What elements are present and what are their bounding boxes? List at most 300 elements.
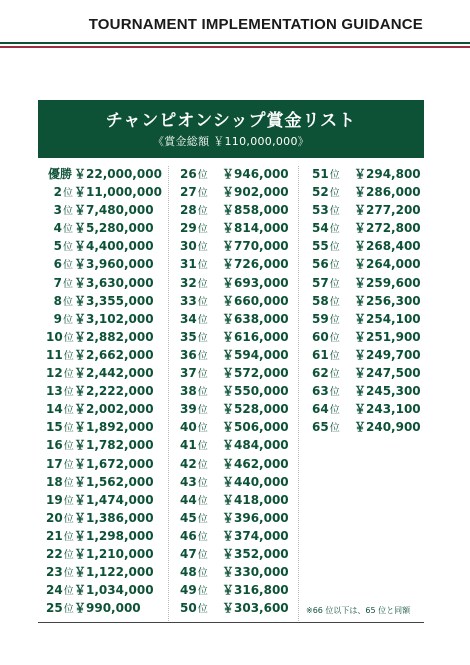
banner-subtitle: 《賞金総額 ￥110,000,000》	[152, 135, 310, 148]
prize-amount: ￥1,782,000	[74, 438, 154, 453]
page-header-title: TOURNAMENT IMPLEMENTATION GUIDANCE	[88, 16, 423, 33]
prize-rank	[312, 201, 350, 221]
rank-suffix: 位	[197, 387, 208, 399]
rank-number: 23	[46, 565, 63, 580]
prize-row	[46, 310, 156, 328]
prize-rank	[46, 418, 73, 438]
rank-number: 24	[46, 583, 63, 598]
rank-suffix: 位	[329, 314, 340, 326]
prize-row	[312, 165, 424, 183]
rank-suffix: 位	[197, 604, 208, 616]
prize-row	[46, 382, 156, 400]
rank-suffix: 位	[197, 495, 208, 507]
prize-row	[180, 310, 288, 328]
prize-rank	[180, 274, 218, 294]
prize-row	[312, 292, 424, 310]
rank-suffix: 位	[197, 513, 208, 525]
prize-amount: ￥990,000	[74, 601, 141, 616]
prize-amount: ￥294,800	[354, 167, 421, 181]
prize-rank	[46, 255, 73, 275]
prize-amount: ￥1,386,000	[74, 510, 154, 525]
prize-row	[46, 473, 156, 491]
rank-number: 47	[180, 546, 197, 561]
prize-row	[180, 581, 288, 599]
prize-rank	[180, 400, 218, 420]
prize-amount: ￥528,000	[222, 402, 289, 417]
rank-number: 優勝	[47, 167, 72, 181]
prize-amount: ￥902,000	[222, 185, 289, 200]
rank-suffix: 位	[197, 549, 208, 561]
prize-row	[312, 364, 424, 382]
rank-suffix: 位	[197, 441, 208, 453]
rank-number: 26	[180, 167, 197, 181]
rank-suffix: 位	[63, 495, 74, 507]
prize-row	[312, 418, 424, 436]
prize-row	[46, 563, 156, 581]
prize-amount: ￥249,700	[354, 347, 421, 362]
prize-rank	[312, 292, 350, 312]
rank-number: 7	[53, 275, 62, 290]
rank-number: 49	[180, 583, 197, 598]
rank-number: 12	[46, 366, 63, 381]
prize-amount: ￥3,102,000	[74, 311, 154, 326]
prize-row	[46, 274, 156, 292]
prize-amount: ￥462,000	[222, 456, 289, 471]
prize-rank	[180, 581, 218, 601]
rank-suffix: 位	[329, 188, 340, 200]
prize-rank	[180, 328, 218, 348]
prize-amount: ￥268,400	[354, 239, 421, 254]
prize-row	[180, 165, 288, 183]
prize-amount: ￥256,300	[354, 293, 421, 308]
prize-rank	[46, 563, 73, 583]
prize-amount: ￥251,900	[354, 329, 421, 344]
prize-rank	[46, 237, 73, 257]
prize-rank	[46, 436, 73, 456]
prize-row	[46, 364, 156, 382]
prize-row	[180, 382, 288, 400]
prize-row	[46, 237, 156, 255]
prize-rank	[46, 364, 73, 384]
rank-suffix: 位	[63, 350, 74, 362]
rank-number: 40	[180, 420, 197, 435]
rank-suffix: 位	[63, 477, 74, 489]
prize-amount: ￥1,210,000	[74, 546, 154, 561]
column-divider	[298, 166, 299, 621]
rank-number: 11	[46, 347, 63, 362]
prize-rank	[46, 581, 73, 601]
rank-number: 13	[46, 384, 63, 399]
prize-row	[46, 545, 156, 563]
rank-number: 51	[312, 167, 329, 181]
prize-rank	[46, 473, 73, 493]
rank-suffix: 位	[63, 604, 74, 616]
prize-rank	[46, 219, 73, 239]
rank-number: 9	[53, 311, 62, 326]
rank-suffix: 位	[63, 206, 73, 218]
prize-rank	[46, 527, 73, 547]
prize-row	[46, 183, 162, 201]
prize-row	[312, 382, 424, 400]
prize-amount: ￥693,000	[222, 275, 289, 290]
prize-rank	[312, 219, 350, 239]
prize-rank	[312, 183, 350, 203]
prize-row	[312, 201, 424, 219]
rank-suffix: 位	[197, 242, 208, 254]
prize-row	[180, 491, 288, 509]
rank-suffix: 位	[197, 224, 208, 236]
rank-suffix: 位	[63, 260, 73, 272]
prize-row	[180, 255, 288, 273]
rank-suffix: 位	[197, 369, 208, 381]
rank-number: 64	[312, 402, 329, 417]
prize-row	[180, 201, 288, 219]
rank-number: 63	[312, 384, 329, 399]
prize-column-2	[180, 165, 288, 617]
prize-amount: ￥2,222,000	[74, 384, 154, 399]
prize-row	[180, 346, 288, 364]
rank-suffix: 位	[197, 332, 208, 344]
prize-rank	[46, 599, 73, 619]
prize-amount: ￥770,000	[222, 239, 289, 254]
prize-row	[312, 346, 424, 364]
prize-row	[46, 599, 156, 617]
rank-suffix: 位	[63, 296, 73, 308]
prize-rank	[46, 183, 73, 203]
prize-row	[180, 237, 288, 255]
rank-suffix: 位	[63, 513, 74, 525]
prize-amount: ￥946,000	[222, 167, 289, 181]
prize-row	[312, 237, 424, 255]
rank-number: 32	[180, 275, 197, 290]
prize-row	[180, 599, 288, 617]
prize-amount: ￥316,800	[222, 583, 289, 598]
prize-amount: ￥2,442,000	[74, 366, 154, 381]
prize-row	[180, 473, 288, 491]
prize-rank	[312, 310, 350, 330]
prize-amount: ￥1,672,000	[74, 456, 154, 471]
prize-row	[312, 274, 424, 292]
rank-suffix: 位	[63, 423, 74, 435]
prize-rank	[46, 346, 73, 366]
prize-rank	[180, 436, 218, 456]
rank-number: 20	[46, 510, 63, 525]
prize-amount: ￥2,882,000	[74, 329, 154, 344]
rank-number: 21	[46, 528, 63, 543]
rank-number: 46	[180, 528, 197, 543]
prize-rank	[46, 165, 73, 185]
rank-number: 54	[312, 221, 329, 236]
prize-amount: ￥330,000	[222, 565, 289, 580]
prize-amount: ￥1,122,000	[74, 565, 154, 580]
prize-row	[46, 418, 156, 436]
prize-row	[46, 292, 156, 310]
rank-suffix: 位	[329, 332, 340, 344]
prize-row	[46, 219, 156, 237]
prize-rank	[46, 328, 73, 348]
prize-amount: ￥3,630,000	[74, 275, 154, 290]
rank-number: 17	[46, 456, 63, 471]
prize-row	[46, 201, 156, 219]
prize-row	[46, 455, 156, 473]
rank-suffix: 位	[197, 350, 208, 362]
prize-amount: ￥1,298,000	[74, 528, 154, 543]
rank-number: 27	[180, 185, 197, 200]
prize-row	[180, 418, 288, 436]
prize-amount: ￥259,600	[354, 275, 421, 290]
prize-amount: ￥638,000	[222, 311, 289, 326]
rank-number: 25	[46, 601, 63, 616]
prize-column-1	[46, 165, 162, 617]
prize-amount: ￥1,892,000	[74, 420, 154, 435]
prize-rank	[312, 274, 350, 294]
prize-row	[46, 491, 156, 509]
rank-number: 14	[46, 402, 63, 417]
prize-rank	[180, 473, 218, 493]
prize-amount: ￥272,800	[354, 221, 421, 236]
rank-number: 43	[180, 474, 197, 489]
prize-row	[312, 255, 424, 273]
prize-amount: ￥374,000	[222, 528, 289, 543]
rank-number: 42	[180, 456, 197, 471]
footnote: ※66 位以下は、65 位と同額	[306, 606, 411, 615]
rank-suffix: 位	[197, 586, 208, 598]
rank-suffix: 位	[63, 369, 74, 381]
prize-rank	[180, 455, 218, 475]
prize-amount: ￥264,000	[354, 257, 421, 272]
rank-suffix: 位	[197, 206, 208, 218]
prize-amount: ￥245,300	[354, 384, 421, 399]
rank-number: 30	[180, 239, 197, 254]
prize-row	[46, 527, 156, 545]
prize-amount: ￥858,000	[222, 203, 289, 218]
rank-suffix: 位	[329, 350, 340, 362]
prize-rank	[312, 418, 350, 438]
rank-suffix: 位	[63, 568, 74, 580]
prize-rank	[312, 255, 350, 275]
prize-rank	[180, 364, 218, 384]
rank-number: 62	[312, 366, 329, 381]
rank-number: 56	[312, 257, 329, 272]
prize-amount: ￥4,400,000	[74, 239, 154, 254]
prize-amount: ￥594,000	[222, 347, 289, 362]
rank-number: 65	[312, 420, 329, 435]
rank-number: 58	[312, 293, 329, 308]
rank-number: 4	[53, 221, 62, 236]
prize-amount: ￥506,000	[222, 420, 289, 435]
prize-amount: ￥7,480,000	[74, 203, 154, 218]
prize-amount: ￥3,355,000	[74, 293, 154, 308]
prize-rank	[180, 165, 218, 185]
rank-suffix: 位	[197, 405, 208, 417]
rank-suffix: 位	[63, 441, 74, 453]
rank-suffix: 位	[197, 278, 208, 290]
prize-row	[180, 274, 288, 292]
rank-number: 44	[180, 492, 197, 507]
prize-rank	[312, 165, 350, 185]
prize-row	[46, 400, 156, 418]
rank-number: 50	[180, 601, 197, 616]
rank-number: 35	[180, 329, 197, 344]
prize-amount: ￥247,500	[354, 366, 421, 381]
prize-amount: ￥550,000	[222, 384, 289, 399]
rank-suffix: 位	[63, 387, 74, 399]
rank-suffix: 位	[63, 549, 74, 561]
rank-number: 15	[46, 420, 63, 435]
rank-number: 34	[180, 311, 197, 326]
prize-rank	[180, 346, 218, 366]
prize-amount: ￥616,000	[222, 329, 289, 344]
prize-row	[180, 219, 288, 237]
prize-amount: ￥303,600	[222, 601, 289, 616]
prize-rank	[46, 201, 73, 221]
prize-amount: ￥418,000	[222, 492, 289, 507]
prize-row	[46, 509, 156, 527]
rank-number: 41	[180, 438, 197, 453]
rank-suffix: 位	[63, 278, 73, 290]
prize-rank	[180, 491, 218, 511]
prize-amount: ￥254,100	[354, 311, 421, 326]
rank-suffix: 位	[197, 459, 208, 471]
prize-rank	[180, 509, 218, 529]
prize-amount: ￥2,662,000	[74, 347, 154, 362]
prize-row	[312, 400, 424, 418]
rank-number: 22	[46, 546, 63, 561]
banner-title: チャンピオンシップ賞金リスト	[105, 111, 357, 131]
prize-list-banner	[38, 100, 424, 158]
rank-number: 53	[312, 203, 329, 218]
rank-number: 36	[180, 347, 197, 362]
prize-row	[312, 310, 424, 328]
prize-rank	[46, 455, 73, 475]
rank-number: 39	[180, 402, 197, 417]
rank-number: 19	[46, 492, 63, 507]
prize-row	[46, 346, 156, 364]
prize-row	[312, 183, 424, 201]
rank-suffix: 位	[197, 170, 208, 181]
rank-suffix: 位	[329, 260, 340, 272]
rank-number: 6	[53, 257, 62, 272]
rank-number: 55	[312, 239, 329, 254]
header-rule-green	[0, 42, 470, 44]
prize-rank	[180, 183, 218, 203]
rank-suffix: 位	[197, 188, 208, 200]
prize-amount: ￥396,000	[222, 510, 289, 525]
prize-amount: ￥286,000	[354, 185, 421, 200]
prize-rank	[312, 328, 350, 348]
rank-number: 16	[46, 438, 63, 453]
prize-rank	[312, 364, 350, 384]
rank-number: 3	[53, 203, 62, 218]
rank-number: 59	[312, 311, 329, 326]
rank-suffix: 位	[197, 314, 208, 326]
prize-rank	[180, 527, 218, 547]
prize-rank	[46, 509, 73, 529]
prize-amount: ￥22,000,000	[74, 167, 162, 181]
prize-row	[46, 436, 156, 454]
prize-row	[180, 563, 288, 581]
rank-suffix: 位	[63, 188, 73, 200]
rank-suffix: 位	[63, 531, 74, 543]
prize-rank	[180, 292, 218, 312]
rank-suffix: 位	[197, 423, 208, 435]
prize-row	[46, 328, 156, 346]
prize-rank	[180, 201, 218, 221]
rank-number: 28	[180, 203, 197, 218]
rank-suffix: 位	[63, 242, 73, 254]
prize-column-3	[312, 165, 424, 436]
rank-suffix: 位	[329, 296, 340, 308]
rank-suffix: 位	[197, 531, 208, 543]
prize-rank	[312, 346, 350, 366]
rank-suffix: 位	[329, 387, 340, 399]
prize-row	[180, 364, 288, 382]
rank-suffix: 位	[329, 278, 340, 290]
prize-rank	[46, 274, 73, 294]
prize-row	[180, 183, 288, 201]
prize-rank	[46, 292, 73, 312]
prize-row	[46, 255, 156, 273]
prize-amount: ￥352,000	[222, 546, 289, 561]
prize-row	[180, 509, 288, 527]
rank-suffix: 位	[329, 170, 340, 181]
prize-row	[46, 165, 162, 183]
prize-row	[180, 328, 288, 346]
rank-number: 2	[53, 185, 62, 200]
rank-number: 8	[53, 293, 62, 308]
prize-rank	[312, 237, 350, 257]
rank-number: 38	[180, 384, 197, 399]
prize-row	[46, 581, 156, 599]
prize-row	[180, 455, 288, 473]
rank-suffix: 位	[63, 314, 73, 326]
rank-suffix: 位	[329, 242, 340, 254]
rank-number: 52	[312, 185, 329, 200]
rank-suffix: 位	[63, 405, 74, 417]
prize-amount: ￥726,000	[222, 257, 289, 272]
prize-amount: ￥484,000	[222, 438, 289, 453]
prize-rank	[180, 545, 218, 565]
rank-number: 10	[46, 329, 63, 344]
prize-rank	[180, 563, 218, 583]
prize-amount: ￥11,000,000	[74, 185, 162, 200]
rank-suffix: 位	[197, 477, 208, 489]
rank-number: 31	[180, 257, 197, 272]
prize-row	[312, 219, 424, 237]
rank-suffix: 位	[329, 369, 340, 381]
prize-amount: ￥2,002,000	[74, 402, 154, 417]
rank-suffix: 位	[63, 224, 73, 236]
rank-suffix: 位	[63, 332, 74, 344]
prize-row	[180, 527, 288, 545]
prize-rank	[312, 382, 350, 402]
prize-row	[180, 436, 288, 454]
prize-amount: ￥243,100	[354, 402, 421, 417]
rank-suffix: 位	[197, 260, 208, 272]
prize-rank	[46, 310, 73, 330]
prize-row	[180, 545, 288, 563]
rank-suffix: 位	[329, 224, 340, 236]
prize-amount: ￥440,000	[222, 474, 289, 489]
prize-rank	[46, 382, 73, 402]
rank-suffix: 位	[197, 568, 208, 580]
rank-suffix: 位	[63, 459, 74, 471]
prize-rank	[180, 237, 218, 257]
prize-amount: ￥3,960,000	[74, 257, 154, 272]
rank-number: 60	[312, 329, 329, 344]
prize-row	[180, 292, 288, 310]
rank-number: 29	[180, 221, 197, 236]
